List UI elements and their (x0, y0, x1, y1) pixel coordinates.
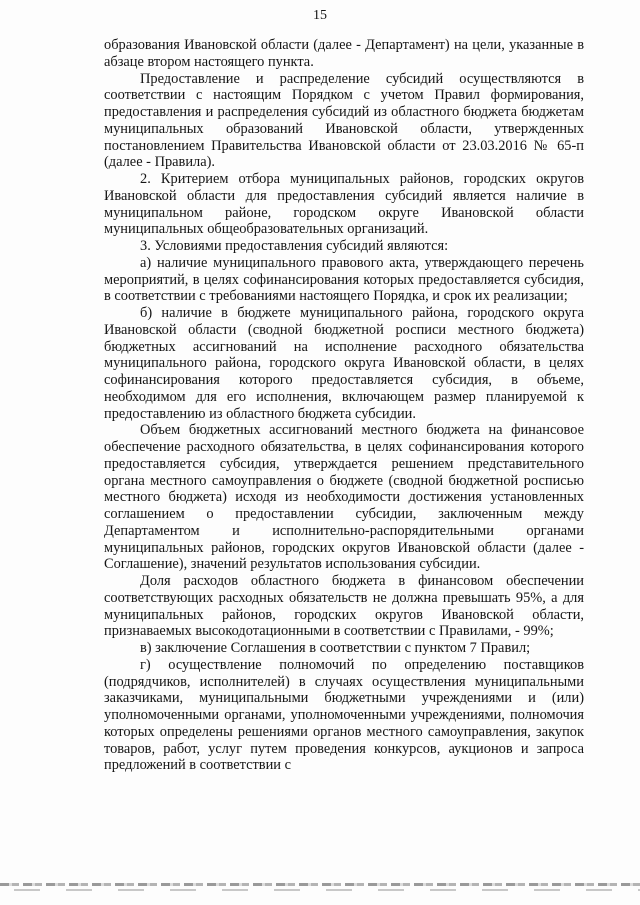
paragraph-continuation: образования Ивановской области (далее - Департамент) на цели, указанные в абзаце втором настоящего пункта. (104, 37, 584, 70)
paragraph-condition-v: в) заключение Соглашения в соответствии с пунктом 7 Правил; (140, 640, 531, 656)
paragraph-selection-criterion: 2. Критерием отбора муниципальных районов, городских округов Ивановской области для предоставления субсидий является наличие в муниципальном районе, городском округе Ивановской области муниципальных общеобразовательных организаций. (104, 171, 584, 238)
paragraph-conditions-heading: 3. Условиями предоставления субсидий являются: (140, 238, 449, 254)
paragraph-condition-b: б) наличие в бюджете муниципального района, городского округа Ивановской области (сводной бюджетной росписи местного бюджета) бюджетных ассигнований на исполнение расходного обязательства муниципального района, городского округа Ивановской области, в целях софинансирования которого предоставляется субсидия, в объеме, необходимом для его исполнения, включающем размер планируемой к предоставлению из областного бюджета субсидии. (104, 305, 584, 422)
paragraph-condition-g: г) осуществление полномочий по определению поставщиков (подрядчиков, исполнителей) в случаях осуществления муниципальными заказчиками, муниципальными бюджетными учреждениями и (или) уполномоченными органами, уполномоченными учреждениями, полномочия которых определены решениями органов местного самоуправления, закупок товаров, работ, услуг путем проведения конкурсов, аукционов и запроса предложений в соответствии с (104, 656, 584, 774)
paragraph-budget-allocation: Объем бюджетных ассигнований местного бюджета на финансовое обеспечение расходного обязательства, в целях софинансирования которого предоставляется субсидия, утверждается решением представительного органа местного самоуправления о бюджете (сводной бюджетной росписью местного бюджета) исходя из необходимости достижения установленных соглашением о предоставлении субсидии, заключенным между Департаментом и исполнительно-распорядительными органами муниципальных районов, городских округов Ивановской области (далее - Соглашение), значений результатов использования субсидии. (104, 422, 584, 573)
document-body (104, 37, 584, 774)
page-number: 15 (313, 8, 327, 23)
paragraph-subsidy-rules: Предоставление и распределение субсидий осуществляются в соответствии с настоящим Порядком с учетом Правил формирования, предоставления и распределения субсидий из областного бюджета бюджетам муниципальных образований Ивановской области, утвержденных постановлением Правительства Ивановской области от 23.03.2016 № 65-п (далее - Правила). (104, 70, 584, 171)
paragraph-condition-a: а) наличие муниципального правового акта, утверждающего перечень мероприятий, в целях софинансирования которых предоставляется субсидия, в соответствии с требованиями настоящего Порядка, и срок их реализации; (104, 254, 584, 305)
paragraph-expense-share: Доля расходов областного бюджета в финансовом обеспечении соответствующих расходных обязательств не должна превышать 95%, а для муниципальных районов, городских округов Ивановской области, признаваемых высокодотационными в соответствии с Правилами, - 99%; (104, 573, 584, 640)
scan-edge-artifact-secondary (0, 889, 640, 891)
scan-edge-artifact (0, 883, 640, 886)
